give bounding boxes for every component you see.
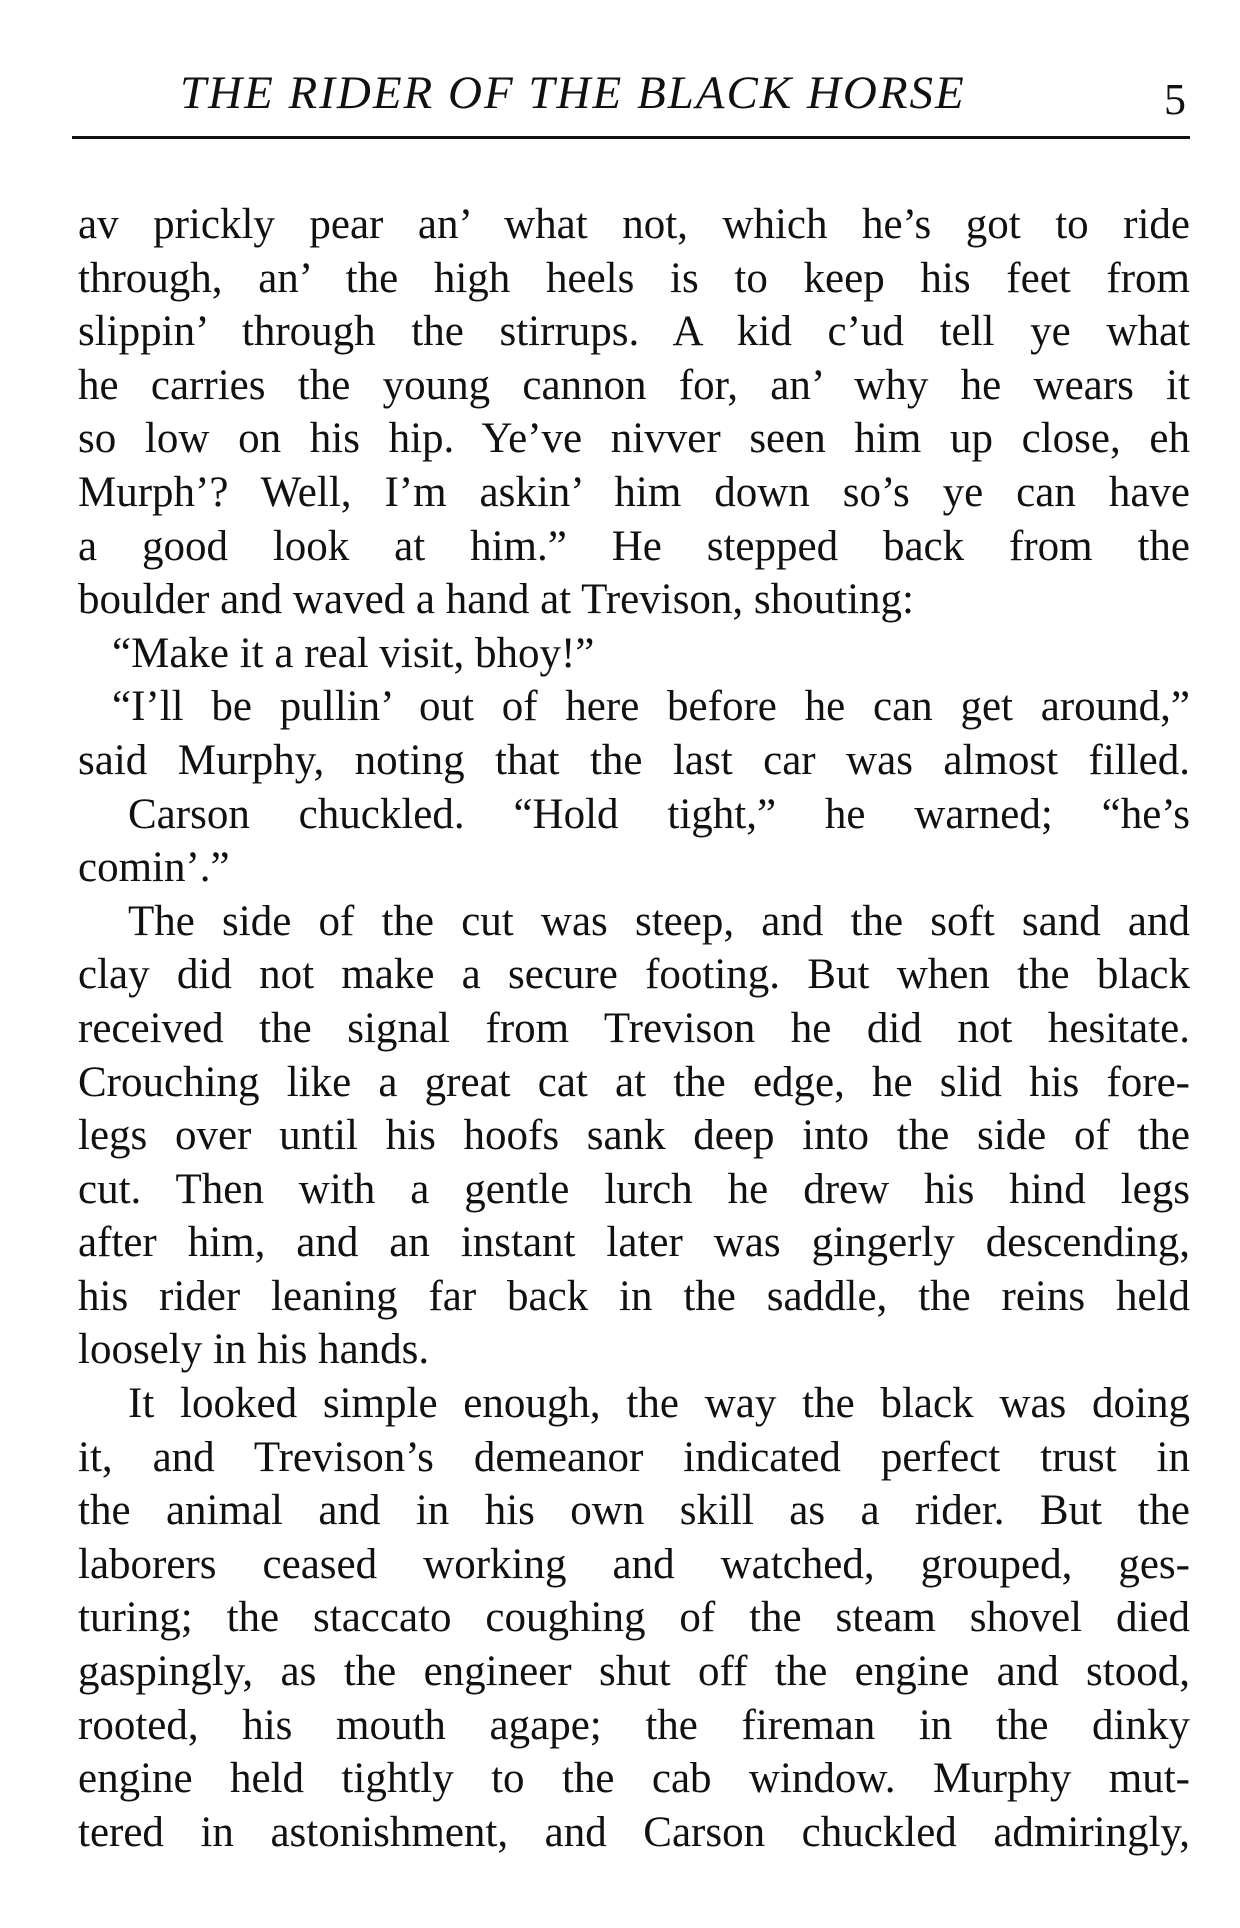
text-line: tered in astonishment, and Carson chuckled admiringly, [78,1808,1190,1856]
text-line: comin’.” [78,844,230,892]
text-line: said Murphy, noting that the last car was almost filled. [78,736,1190,784]
body-text [78,198,1190,1859]
header-rule [72,136,1190,139]
text-line: through, an’ the high heels is to keep his feet from [78,254,1190,302]
text-line: clay did not make a secure footing. But when the black [78,951,1190,999]
text-line: gaspingly, as the engineer shut off the engine and stood, [78,1648,1190,1696]
text-line: av prickly pear an’ what not, which he’s got to ride [78,201,1190,248]
page-number: 5 [1164,75,1186,124]
text-line: legs over until his hoofs sank deep into the side of the [78,1112,1190,1160]
text-line: the animal and in his own skill as a rider. But the [78,1487,1190,1535]
text-line: received the signal from Trevison he did not hesitate. [78,1004,1190,1052]
text-line: he carries the young cannon for, an’ why he wears it [78,361,1190,409]
text-line: It looked simple enough, the way the black was doing [128,1380,1190,1428]
text-line: The side of the cut was steep, and the soft sand and [128,897,1190,945]
text-line: his rider leaning far back in the saddle, the reins held [78,1272,1190,1320]
text-line: Murph’? Well, I’m askin’ him down so’s ye can have [78,468,1190,516]
running-title: THE RIDER OF THE BLACK HORSE [180,67,966,119]
text-line: “I’ll be pullin’ out of here before he can get around,” [112,683,1190,731]
text-line: rooted, his mouth agape; the fireman in the dinky [78,1701,1190,1749]
text-line: loosely in his hands. [78,1326,430,1374]
text-line: “Make it a real visit, bhoy!” [112,629,595,677]
text-line: turing; the staccato coughing of the steam shovel died [78,1594,1190,1642]
text-line: a good look at him.” He stepped back from the [78,522,1190,570]
text-line: Crouching like a great cat at the edge, he slid his fore- [78,1058,1190,1106]
text-line: so low on his hip. Ye’ve nivver seen him up close, eh [78,415,1190,463]
text-line: cut. Then with a gentle lurch he drew his hind legs [78,1165,1190,1213]
text-line: Carson chuckled. “Hold tight,” he warned; “he’s [128,790,1190,838]
text-line: boulder and waved a hand at Trevison, shouting: [78,576,915,624]
text-line: slippin’ through the stirrups. A kid c’ud tell ye what [78,308,1190,356]
running-head [72,62,1190,132]
text-line: engine held tightly to the cab window. Murphy mut- [78,1755,1190,1803]
text-line: it, and Trevison’s demeanor indicated perfect trust in [78,1433,1190,1481]
text-line: after him, and an instant later was gingerly descending, [78,1219,1190,1267]
text-line: laborers ceased working and watched, grouped, ges- [78,1540,1190,1588]
